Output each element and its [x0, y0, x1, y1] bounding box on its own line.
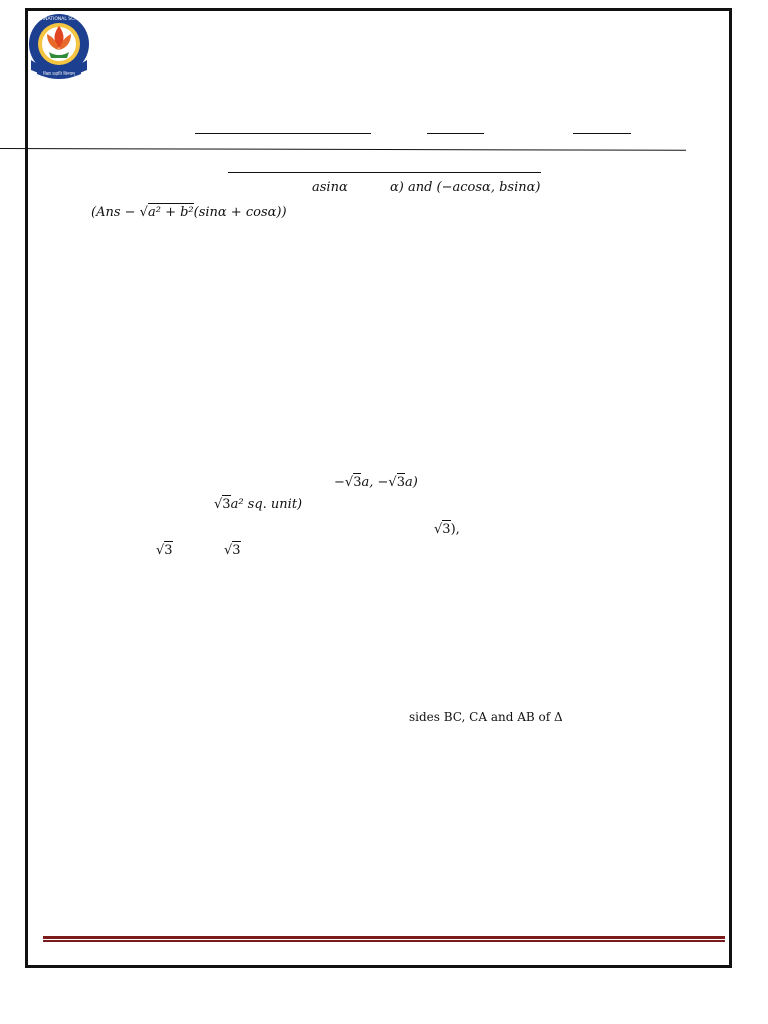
date-blank-line	[573, 133, 631, 134]
class-blank-line	[427, 133, 484, 134]
school-logo	[27, 12, 91, 82]
q2-area-answer: √3a² sq. unit)	[214, 497, 303, 512]
q3-sqrt3-a: √3	[156, 543, 173, 558]
q3-coordinate: √3),	[434, 522, 460, 537]
svg-text:विद्या ददाति विनयम्: विद्या ददाति विनयम्	[43, 72, 75, 77]
q2-coordinates: −√3a, −√3a)	[334, 475, 418, 490]
q4-sides-text: sides BC, CA and AB of Δ	[409, 710, 563, 724]
name-blank-line	[195, 133, 371, 134]
q1-answer: (Ans − √a² + b²(sinα + cosα))	[91, 205, 287, 220]
q3-sqrt3-b: √3	[224, 543, 241, 558]
footer-rule-thin	[43, 940, 725, 942]
title-underline	[228, 172, 541, 173]
svg-text:INTERNATIONAL SCHOOL: INTERNATIONAL SCHOOL	[30, 17, 88, 22]
q1-term: asinα	[312, 180, 348, 195]
footer-rule-thick	[43, 936, 725, 939]
q1-points: α) and (−acosα, bsinα)	[390, 180, 541, 195]
